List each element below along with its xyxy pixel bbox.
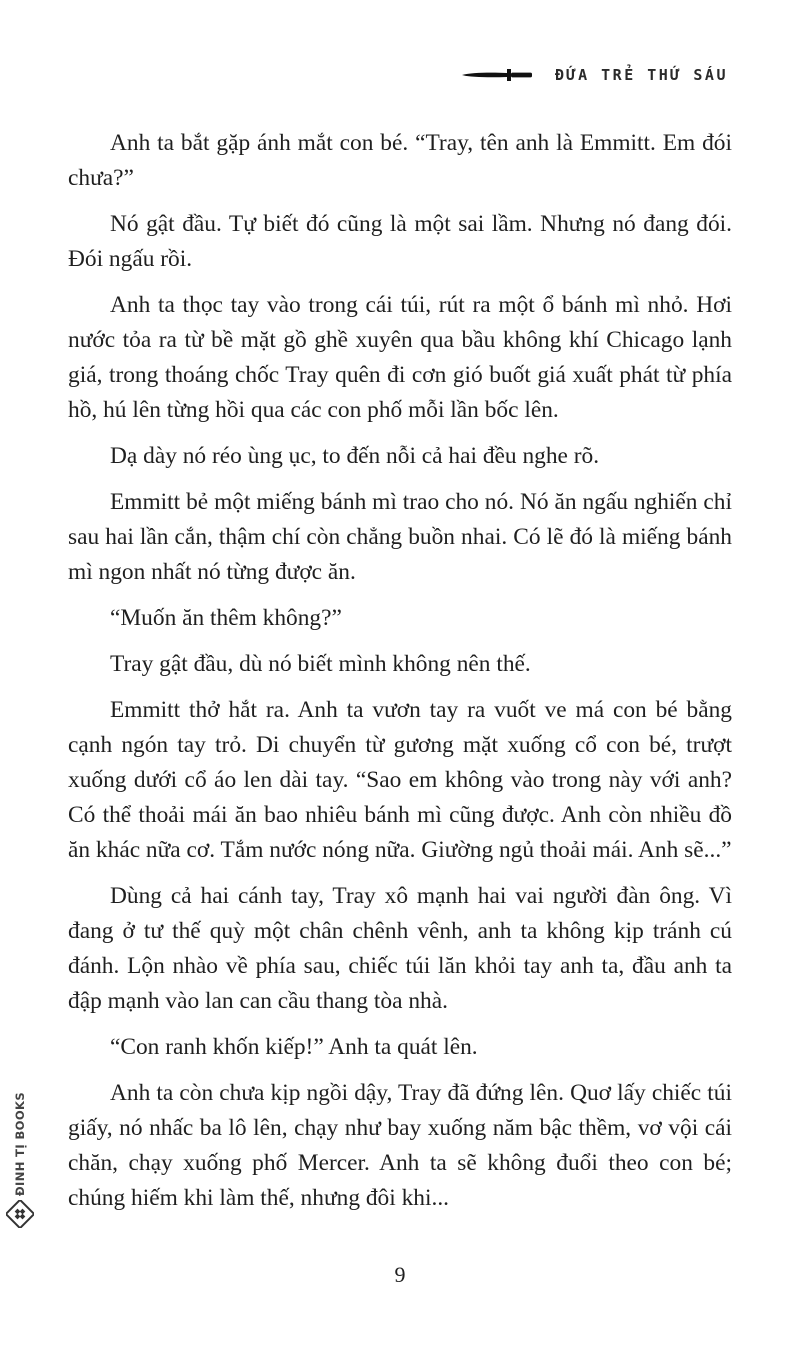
paragraph: Dùng cả hai cánh tay, Tray xô mạnh hai vai người đàn ông. Vì đang ở tư thế quỳ một chân chênh vênh, anh ta không kịp tránh cú đánh. Lộn nhào về phía sau, chiếc túi lăn khỏi tay anh ta, đầu anh ta đập mạnh vào lan can cầu thang tòa nhà.	[68, 883, 732, 1014]
publisher-name: ĐINH TỊ BOOKS	[13, 1091, 27, 1196]
publisher-logo-icon	[6, 1200, 34, 1228]
paragraph: Tray gật đầu, dù nó biết mình không nên thế.	[110, 651, 531, 677]
paragraph: “Muốn ăn thêm không?”	[110, 605, 342, 631]
paragraph: Anh ta bắt gặp ánh mắt con bé. “Tray, tên anh là Emmitt. Em đói chưa?”	[68, 130, 732, 191]
running-header	[461, 66, 728, 84]
paragraph: “Con ranh khốn kiếp!” Anh ta quát lên.	[110, 1034, 478, 1060]
publisher-mark	[5, 1091, 35, 1230]
body-text	[68, 126, 732, 1227]
paragraph: Emmitt thở hắt ra. Anh ta vươn tay ra vuốt ve má con bé bằng cạnh ngón tay trỏ. Di chuyển từ gương mặt xuống cổ con bé, trượt xuống dưới cổ áo len dài tay. “Sao em không vào trong này với anh? Có thể thoải mái ăn bao nhiêu bánh mì cũng được. Anh còn nhiều đồ ăn khác nữa cơ. Tắm nước nóng nữa. Giường ngủ thoải mái. Anh sẽ...”	[68, 697, 732, 863]
page-number: 9	[394, 1262, 406, 1287]
paragraph: Nó gật đầu. Tự biết đó cũng là một sai lầm. Nhưng nó đang đói. Đói ngấu rồi.	[68, 211, 732, 272]
paragraph: Anh ta thọc tay vào trong cái túi, rút ra một ổ bánh mì nhỏ. Hơi nước tỏa ra từ bề mặt gồ ghề xuyên qua bầu không khí Chicago lạnh giá, trong thoáng chốc Tray quên đi cơn gió buốt giá xuất phát từ phía hồ, hú lên từng hồi qua các con phố mỗi lần bốc lên.	[68, 292, 732, 423]
paragraph: Anh ta còn chưa kịp ngồi dậy, Tray đã đứng lên. Quơ lấy chiếc túi giấy, nó nhấc ba lô lên, chạy như bay xuống năm bậc thềm, vơ vội cái chăn, chạy xuống phố Mercer. Anh ta sẽ không đuổi theo con bé; chúng hiếm khi làm thế, nhưng đôi khi...	[68, 1080, 732, 1211]
book-title: ĐỨA TRẺ THỨ SÁU	[555, 66, 728, 84]
knife-icon	[461, 68, 533, 82]
paragraph: Emmitt bẻ một miếng bánh mì trao cho nó. Nó ăn ngấu nghiến chỉ sau hai lần cắn, thậm chí còn chẳng buồn nhai. Có lẽ đó là miếng bánh mì ngon nhất nó từng được ăn.	[68, 489, 732, 585]
paragraph: Dạ dày nó réo ùng ục, to đến nỗi cả hai đều nghe rõ.	[110, 443, 600, 469]
